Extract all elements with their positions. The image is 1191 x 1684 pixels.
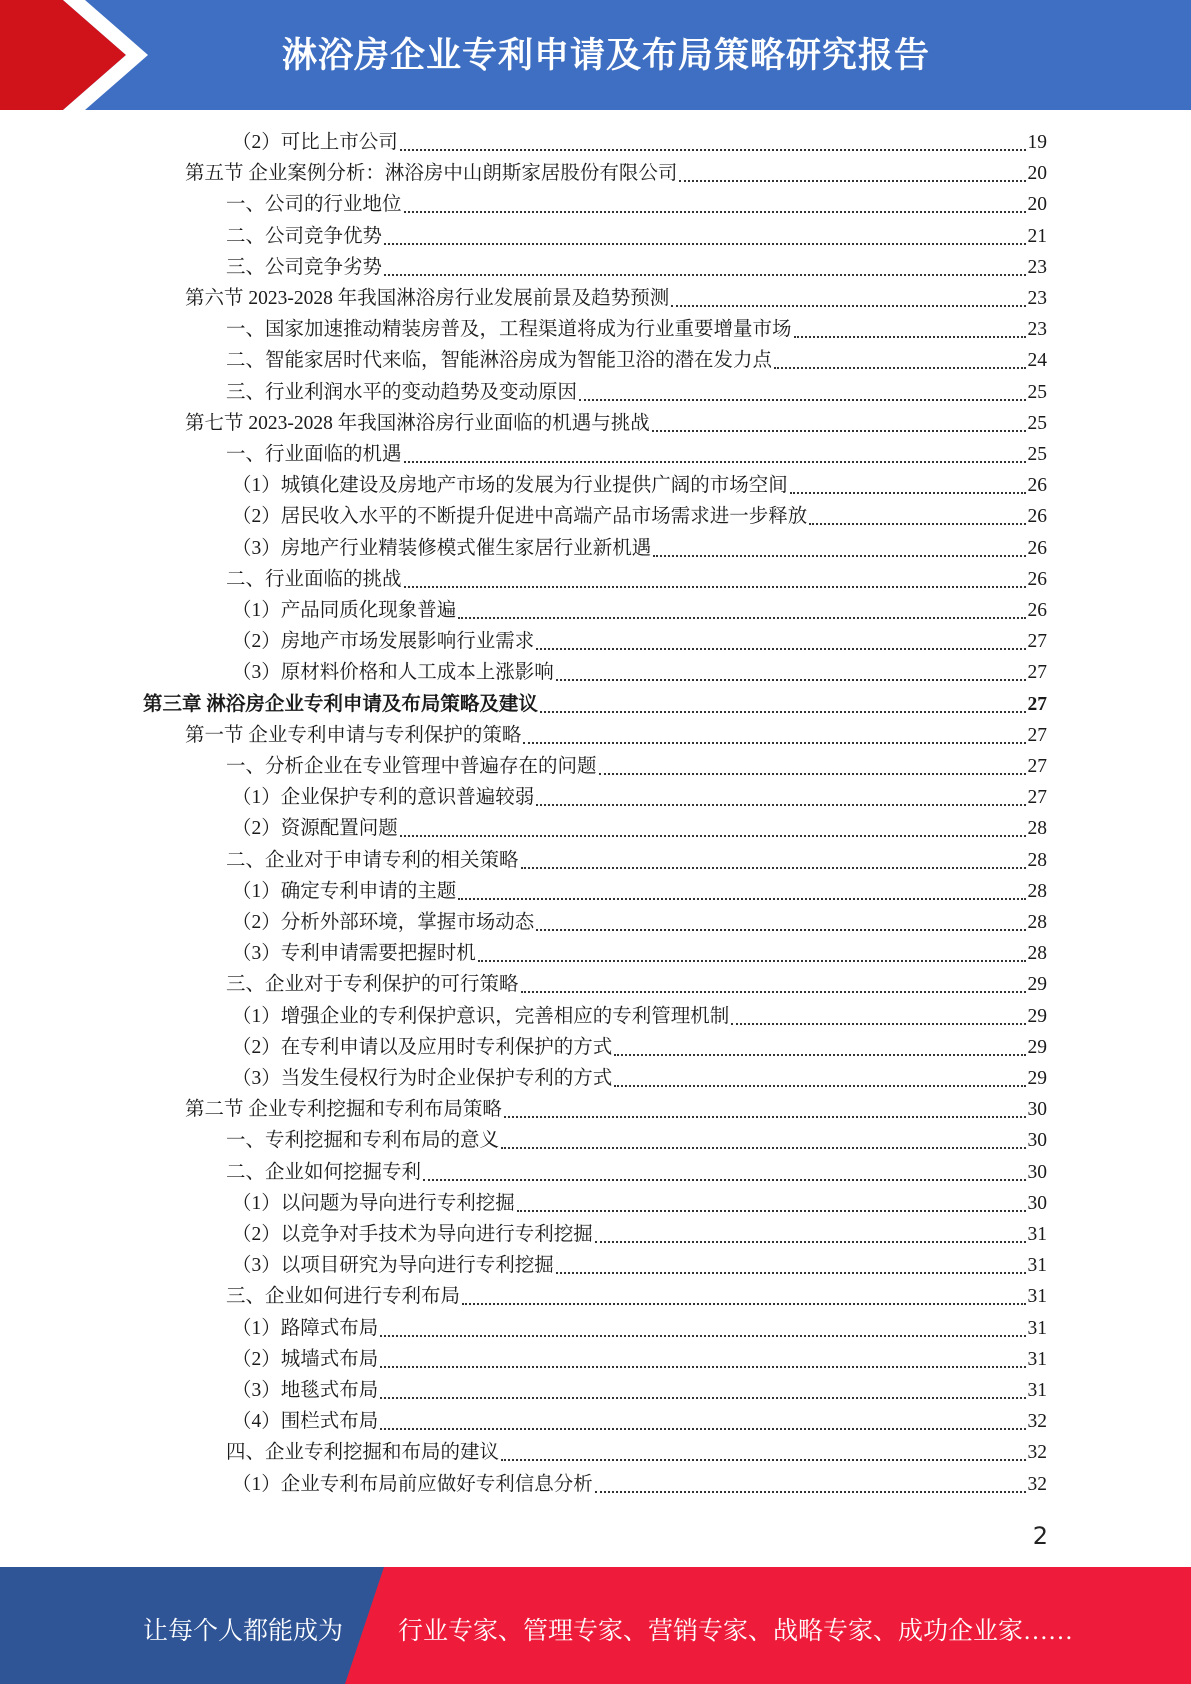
toc-entry-page: 29 bbox=[1027, 1068, 1047, 1089]
toc-dot-leader bbox=[404, 586, 1026, 588]
toc-entry-title: 三、企业对于专利保护的可行策略 bbox=[226, 974, 519, 995]
toc-dot-leader bbox=[501, 1147, 1025, 1149]
toc-entry-page: 31 bbox=[1027, 1255, 1047, 1276]
toc-entry[interactable] bbox=[143, 689, 1047, 720]
toc-dot-leader bbox=[380, 1397, 1025, 1399]
toc-entry-title: 四、企业专利挖掘和布局的建议 bbox=[226, 1442, 500, 1463]
toc-entry-title: 一、行业面临的机遇 bbox=[226, 444, 402, 465]
toc-dot-leader bbox=[523, 742, 1025, 744]
toc-entry-page: 23 bbox=[1027, 288, 1047, 309]
toc-dot-leader bbox=[384, 274, 1025, 276]
toc-entry-title: （2）城墙式布局 bbox=[232, 1349, 379, 1370]
toc-entry[interactable] bbox=[232, 626, 1047, 657]
page-footer bbox=[0, 1567, 1191, 1684]
toc-entry[interactable] bbox=[232, 1063, 1047, 1094]
toc-entry[interactable] bbox=[226, 345, 1047, 376]
toc-dot-leader bbox=[517, 1210, 1026, 1212]
toc-dot-leader bbox=[384, 243, 1025, 245]
toc-entry[interactable] bbox=[232, 938, 1047, 969]
toc-entry-title: （1）企业专利布局前应做好专利信息分析 bbox=[232, 1474, 593, 1495]
toc-entry-page: 31 bbox=[1027, 1318, 1047, 1339]
toc-entry[interactable] bbox=[232, 1406, 1047, 1437]
toc-entry-page: 27 bbox=[1027, 725, 1047, 746]
toc-dot-leader bbox=[521, 991, 1026, 993]
toc-dot-leader bbox=[478, 960, 1026, 962]
toc-entry-title: 第七节 2023-2028 年我国淋浴房行业面临的机遇与挑战 bbox=[185, 413, 650, 434]
toc-entry[interactable] bbox=[232, 127, 1047, 158]
toc-entry-title: 二、智能家居时代来临，智能淋浴房成为智能卫浴的潜在发力点 bbox=[226, 350, 773, 371]
toc-entry-title: （3）房地产行业精装修模式催生家居行业新机遇 bbox=[232, 538, 652, 559]
toc-entry-page: 23 bbox=[1027, 319, 1047, 340]
toc-entry[interactable] bbox=[232, 595, 1047, 626]
toc-dot-leader bbox=[653, 555, 1025, 557]
toc-entry-title: 二、企业对于申请专利的相关策略 bbox=[226, 850, 519, 871]
toc-entry-page: 29 bbox=[1027, 1037, 1047, 1058]
toc-dot-leader bbox=[400, 149, 1026, 151]
toc-entry-title: 二、企业如何挖掘专利 bbox=[226, 1162, 422, 1183]
toc-entry-title: 三、行业利润水平的变动趋势及变动原因 bbox=[226, 382, 578, 403]
toc-entry-page: 29 bbox=[1027, 974, 1047, 995]
toc-entry-page: 20 bbox=[1027, 194, 1047, 215]
toc-entry-title: 二、行业面临的挑战 bbox=[226, 569, 402, 590]
toc-dot-leader bbox=[595, 1491, 1026, 1493]
footer-slogan-lead: 让每个人都能成为 bbox=[143, 1618, 344, 1645]
toc-dot-leader bbox=[536, 929, 1025, 931]
toc-dot-leader bbox=[423, 1179, 1025, 1181]
toc-entry[interactable] bbox=[185, 158, 1047, 189]
toc-entry-page: 32 bbox=[1027, 1442, 1047, 1463]
footer-slogan-roles: 行业专家、管理专家、营销专家、战略专家、成功企业家…… bbox=[398, 1618, 1074, 1645]
toc-entry-title: （1）以问题为导向进行专利挖掘 bbox=[232, 1193, 515, 1214]
toc-dot-leader bbox=[679, 180, 1025, 182]
toc-entry-page: 26 bbox=[1027, 538, 1047, 559]
toc-dot-leader bbox=[774, 367, 1025, 369]
toc-dot-leader bbox=[380, 1366, 1025, 1368]
toc-entry-page: 28 bbox=[1027, 912, 1047, 933]
toc-entry-page: 28 bbox=[1027, 943, 1047, 964]
toc-entry-title: （3）专利申请需要把握时机 bbox=[232, 943, 476, 964]
toc-entry[interactable] bbox=[232, 1219, 1047, 1250]
toc-entry[interactable] bbox=[232, 1375, 1047, 1406]
toc-entry[interactable] bbox=[226, 1281, 1047, 1312]
toc-entry-title: （4）围栏式布局 bbox=[232, 1411, 379, 1432]
toc-entry-title: （3）当发生侵权行为时企业保护专利的方式 bbox=[232, 1068, 613, 1089]
toc-entry[interactable] bbox=[226, 751, 1047, 782]
toc-entry-page: 31 bbox=[1027, 1286, 1047, 1307]
toc-entry-page: 30 bbox=[1027, 1162, 1047, 1183]
toc-dot-leader bbox=[794, 336, 1026, 338]
toc-dot-leader bbox=[540, 711, 1026, 713]
toc-entry-title: （2）在专利申请以及应用时专利保护的方式 bbox=[232, 1037, 613, 1058]
toc-entry[interactable] bbox=[232, 1250, 1047, 1281]
toc-entry[interactable] bbox=[226, 252, 1047, 283]
toc-entry[interactable] bbox=[232, 470, 1047, 501]
toc-entry[interactable] bbox=[232, 1469, 1047, 1500]
toc-entry-page: 32 bbox=[1027, 1474, 1047, 1495]
toc-entry-page: 26 bbox=[1027, 569, 1047, 590]
report-title: 淋浴房企业专利申请及布局策略研究报告 bbox=[282, 36, 931, 76]
toc-entry[interactable] bbox=[232, 876, 1047, 907]
toc-entry[interactable] bbox=[232, 1344, 1047, 1375]
toc-entry-page: 32 bbox=[1027, 1411, 1047, 1432]
toc-entry-page: 27 bbox=[1027, 787, 1047, 808]
toc-entry-page: 25 bbox=[1027, 413, 1047, 434]
toc-dot-leader bbox=[599, 773, 1026, 775]
toc-dot-leader bbox=[556, 1272, 1026, 1274]
toc-dot-leader bbox=[380, 1428, 1025, 1430]
toc-entry-page: 27 bbox=[1027, 756, 1047, 777]
toc-entry-page: 30 bbox=[1027, 1130, 1047, 1151]
toc-entry[interactable] bbox=[226, 221, 1047, 252]
toc-dot-leader bbox=[731, 1023, 1025, 1025]
toc-entry-page: 27 bbox=[1027, 662, 1047, 683]
toc-entry-title: （1）确定专利申请的主题 bbox=[232, 881, 457, 902]
toc-entry-page: 31 bbox=[1027, 1349, 1047, 1370]
toc-entry[interactable] bbox=[185, 408, 1047, 439]
toc-entry-page: 19 bbox=[1027, 132, 1047, 153]
toc-entry-page: 25 bbox=[1027, 382, 1047, 403]
toc-entry[interactable] bbox=[185, 1094, 1047, 1125]
toc-entry[interactable] bbox=[226, 439, 1047, 470]
toc-dot-leader bbox=[790, 492, 1026, 494]
toc-entry[interactable] bbox=[226, 845, 1047, 876]
toc-dot-leader bbox=[652, 430, 1026, 432]
toc-entry-title: （2）分析外部环境，掌握市场动态 bbox=[232, 912, 535, 933]
toc-entry-title: （2）可比上市公司 bbox=[232, 132, 398, 153]
toc-dot-leader bbox=[458, 617, 1025, 619]
toc-dot-leader bbox=[504, 1116, 1026, 1118]
toc-entry[interactable] bbox=[226, 564, 1047, 595]
toc-entry[interactable] bbox=[226, 1157, 1047, 1188]
toc-dot-leader bbox=[556, 679, 1026, 681]
toc-entry-title: （2）居民收入水平的不断提升促进中高端产品市场需求进一步释放 bbox=[232, 506, 808, 527]
toc-entry-title: 一、专利挖掘和专利布局的意义 bbox=[226, 1130, 500, 1151]
toc-entry[interactable] bbox=[232, 782, 1047, 813]
toc-entry[interactable] bbox=[185, 283, 1047, 314]
toc-entry[interactable] bbox=[226, 189, 1047, 220]
toc-entry[interactable] bbox=[226, 1437, 1047, 1468]
toc-entry-title: 第二节 企业专利挖掘和专利布局策略 bbox=[185, 1099, 502, 1120]
toc-dot-leader bbox=[380, 1335, 1025, 1337]
toc-entry-title: （1）企业保护专利的意识普遍较弱 bbox=[232, 787, 535, 808]
toc-dot-leader bbox=[400, 835, 1026, 837]
toc-entry-title: （2）以竞争对手技术为导向进行专利挖掘 bbox=[232, 1224, 593, 1245]
toc-dot-leader bbox=[536, 648, 1025, 650]
toc-entry-title: （3）以项目研究为导向进行专利挖掘 bbox=[232, 1255, 554, 1276]
toc-entry-page: 23 bbox=[1027, 257, 1047, 278]
toc-entry-title: 一、国家加速推动精装房普及，工程渠道将成为行业重要增量市场 bbox=[226, 319, 792, 340]
toc-entry[interactable] bbox=[232, 1032, 1047, 1063]
toc-entry[interactable] bbox=[232, 657, 1047, 688]
toc-entry-page: 20 bbox=[1027, 163, 1047, 184]
toc-dot-leader bbox=[404, 461, 1026, 463]
page-number: 2 bbox=[1032, 1522, 1048, 1550]
toc-entry[interactable] bbox=[232, 1313, 1047, 1344]
toc-entry-page: 31 bbox=[1027, 1380, 1047, 1401]
toc-entry-page: 28 bbox=[1027, 881, 1047, 902]
toc-entry-title: （1）路障式布局 bbox=[232, 1318, 379, 1339]
toc-entry-page: 28 bbox=[1027, 850, 1047, 871]
toc-entry[interactable] bbox=[185, 720, 1047, 751]
toc-dot-leader bbox=[579, 399, 1025, 401]
page-header bbox=[0, 0, 1191, 110]
toc-entry-page: 27 bbox=[1027, 694, 1047, 715]
toc-entry[interactable] bbox=[232, 533, 1047, 564]
toc-entry-page: 21 bbox=[1027, 226, 1047, 247]
toc-dot-leader bbox=[404, 211, 1026, 213]
toc-entry-title: 三、公司竞争劣势 bbox=[226, 257, 383, 278]
toc-entry[interactable] bbox=[226, 377, 1047, 408]
toc-entry-title: （2）资源配置问题 bbox=[232, 818, 398, 839]
toc-entry-page: 26 bbox=[1027, 600, 1047, 621]
toc-entry-title: （3）原材料价格和人工成本上涨影响 bbox=[232, 662, 554, 683]
toc-entry-page: 30 bbox=[1027, 1193, 1047, 1214]
toc-entry-page: 30 bbox=[1027, 1099, 1047, 1120]
toc-dot-leader bbox=[595, 1241, 1026, 1243]
toc-dot-leader bbox=[614, 1085, 1025, 1087]
toc-entry-title: （2）房地产市场发展影响行业需求 bbox=[232, 631, 535, 652]
toc-dot-leader bbox=[809, 523, 1025, 525]
toc-entry[interactable] bbox=[232, 1001, 1047, 1032]
toc-entry-title: 第五节 企业案例分析：淋浴房中山朗斯家居股份有限公司 bbox=[185, 163, 678, 184]
toc-entry-title: 第三章 淋浴房企业专利申请及布局策略及建议 bbox=[143, 694, 538, 715]
toc-entry-page: 25 bbox=[1027, 444, 1047, 465]
toc-entry-page: 24 bbox=[1027, 350, 1047, 371]
toc-entry-page: 27 bbox=[1027, 631, 1047, 652]
toc-entry-page: 31 bbox=[1027, 1224, 1047, 1245]
toc-entry[interactable] bbox=[232, 501, 1047, 532]
toc-entry-page: 28 bbox=[1027, 818, 1047, 839]
toc-entry[interactable] bbox=[226, 969, 1047, 1000]
toc-entry[interactable] bbox=[226, 1125, 1047, 1156]
toc-dot-leader bbox=[521, 867, 1026, 869]
toc-dot-leader bbox=[462, 1303, 1025, 1305]
toc-entry-title: 一、分析企业在专业管理中普遍存在的问题 bbox=[226, 756, 597, 777]
toc-entry-title: 一、公司的行业地位 bbox=[226, 194, 402, 215]
toc-entry-title: （3）地毯式布局 bbox=[232, 1380, 379, 1401]
toc-entry-title: 三、企业如何进行专利布局 bbox=[226, 1286, 461, 1307]
toc-entry-page: 29 bbox=[1027, 1006, 1047, 1027]
toc-entry-title: （1）城镇化建设及房地产市场的发展为行业提供广阔的市场空间 bbox=[232, 475, 788, 496]
toc-dot-leader bbox=[614, 1054, 1025, 1056]
toc-dot-leader bbox=[501, 1459, 1025, 1461]
toc-entry[interactable] bbox=[232, 1188, 1047, 1219]
toc-dot-leader bbox=[671, 305, 1025, 307]
toc-entry[interactable] bbox=[232, 907, 1047, 938]
toc-entry[interactable] bbox=[226, 314, 1047, 345]
toc-entry-title: （1）产品同质化现象普遍 bbox=[232, 600, 457, 621]
toc-entry-title: 第一节 企业专利申请与专利保护的策略 bbox=[185, 725, 522, 746]
toc-dot-leader bbox=[536, 804, 1025, 806]
toc-dot-leader bbox=[458, 898, 1025, 900]
toc-entry-page: 26 bbox=[1027, 506, 1047, 527]
toc-entry[interactable] bbox=[232, 813, 1047, 844]
toc-entry-title: 二、公司竞争优势 bbox=[226, 226, 383, 247]
toc-entry-page: 26 bbox=[1027, 475, 1047, 496]
toc-entry-title: （1）增强企业的专利保护意识，完善相应的专利管理机制 bbox=[232, 1006, 730, 1027]
toc-entry-title: 第六节 2023-2028 年我国淋浴房行业发展前景及趋势预测 bbox=[185, 288, 670, 309]
